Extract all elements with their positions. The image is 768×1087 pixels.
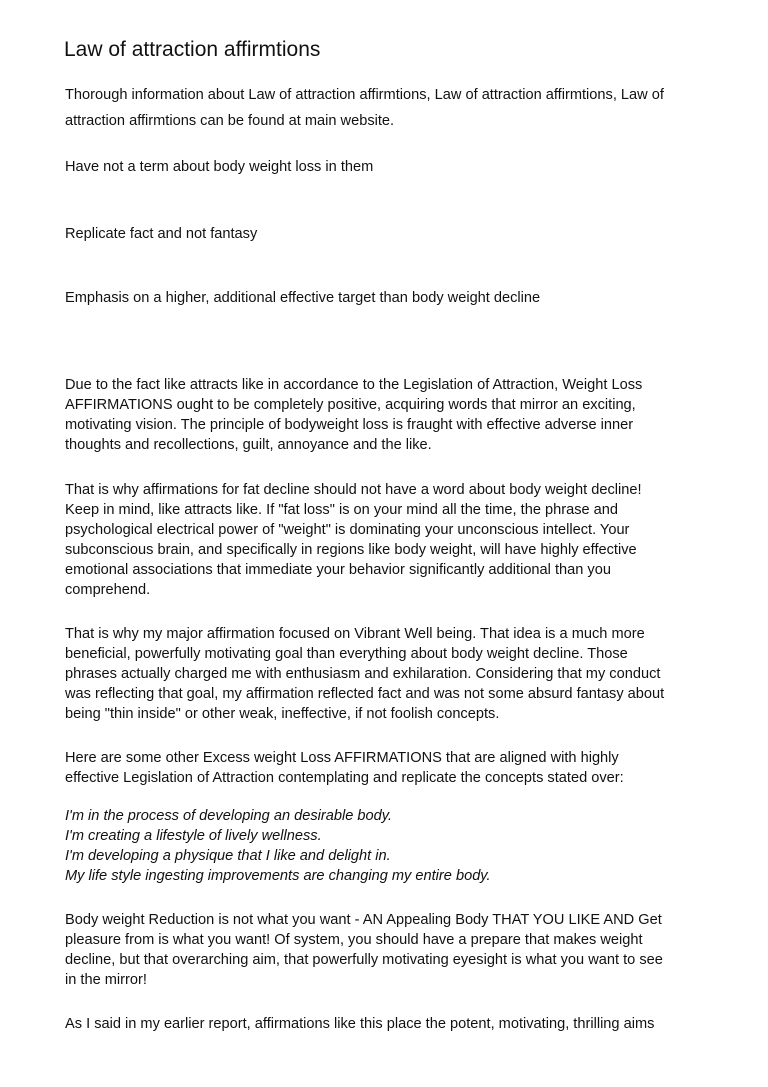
intro-line: attraction affirmtions can be found at main website. [65, 113, 395, 129]
paragraph-line: being "thin inside" or other weak, ineffective, if not foolish concepts. [65, 706, 500, 722]
paragraph-line: motivating vision. The principle of bodyweight loss is fraught with effective adverse inner [65, 417, 634, 433]
intro-line: Thorough information about Law of attraction affirmtions, Law of attraction affirmtions, Law of [65, 87, 664, 103]
page-title: Law of attraction affirmtions [64, 38, 321, 61]
paragraph-line: thoughts and recollections, guilt, annoyance and the like. [65, 437, 432, 453]
paragraph-line: beneficial, powerfully motivating goal than everything about body weight decline. Those [65, 646, 628, 662]
paragraph-line: subconscious brain, and specifically in regions like body weight, will have highly effective [65, 542, 637, 558]
paragraph-line: emotional associations that immediate your behavior significantly additional than you [65, 562, 611, 578]
paragraph-line: Body weight Reduction is not what you want - AN Appealing Body THAT YOU LIKE AND Get [65, 912, 662, 928]
affirmation: I'm in the process of developing an desirable body. [65, 808, 393, 824]
point: Have not a term about body weight loss in them [65, 159, 374, 175]
paragraph-line: decline, but that overarching aim, that powerfully motivating eyesight is what you want to see [65, 952, 663, 968]
paragraph-line: psychological electrical power of "weight" is dominating your unconscious intellect. Your [65, 522, 630, 538]
paragraph-line: Keep in mind, like attracts like. If "fat loss" is on your mind all the time, the phrase and [65, 502, 619, 518]
paragraph-line: pleasure from is what you want! Of system, you should have a prepare that makes weight [65, 932, 643, 948]
paragraph-line: in the mirror! [65, 972, 147, 988]
paragraph-line: As I said in my earlier report, affirmations like this place the potent, motivating, thrilling aims [65, 1016, 655, 1032]
paragraph-line: comprehend. [65, 582, 151, 598]
paragraph-line: Here are some other Excess weight Loss AFFIRMATIONS that are aligned with highly [65, 750, 619, 766]
paragraph-line: phrases actually charged me with enthusiasm and exhilaration. Considering that my conduct [65, 666, 661, 682]
affirmation: I'm creating a lifestyle of lively wellness. [65, 828, 322, 844]
paragraph-line: effective Legislation of Attraction contemplating and replicate the concepts stated over: [65, 770, 624, 786]
point: Replicate fact and not fantasy [65, 226, 258, 242]
affirmation: I'm developing a physique that I like and delight in. [65, 848, 391, 864]
point: Emphasis on a higher, additional effective target than body weight decline [65, 290, 541, 306]
paragraph-line: was reflecting that goal, my affirmation reflected fact and was not some absurd fantasy about [65, 686, 665, 702]
paragraph-line: That is why my major affirmation focused on Vibrant Well being. That idea is a much more [65, 626, 645, 642]
paragraph-line: That is why affirmations for fat decline should not have a word about body weight decline! [65, 482, 642, 498]
affirmation: My life style ingesting improvements are changing my entire body. [65, 868, 491, 884]
paragraph-line: Due to the fact like attracts like in accordance to the Legislation of Attraction, Weight Loss [65, 377, 643, 393]
paragraph-line: AFFIRMATIONS ought to be completely positive, acquiring words that mirror an exciting, [65, 397, 636, 413]
